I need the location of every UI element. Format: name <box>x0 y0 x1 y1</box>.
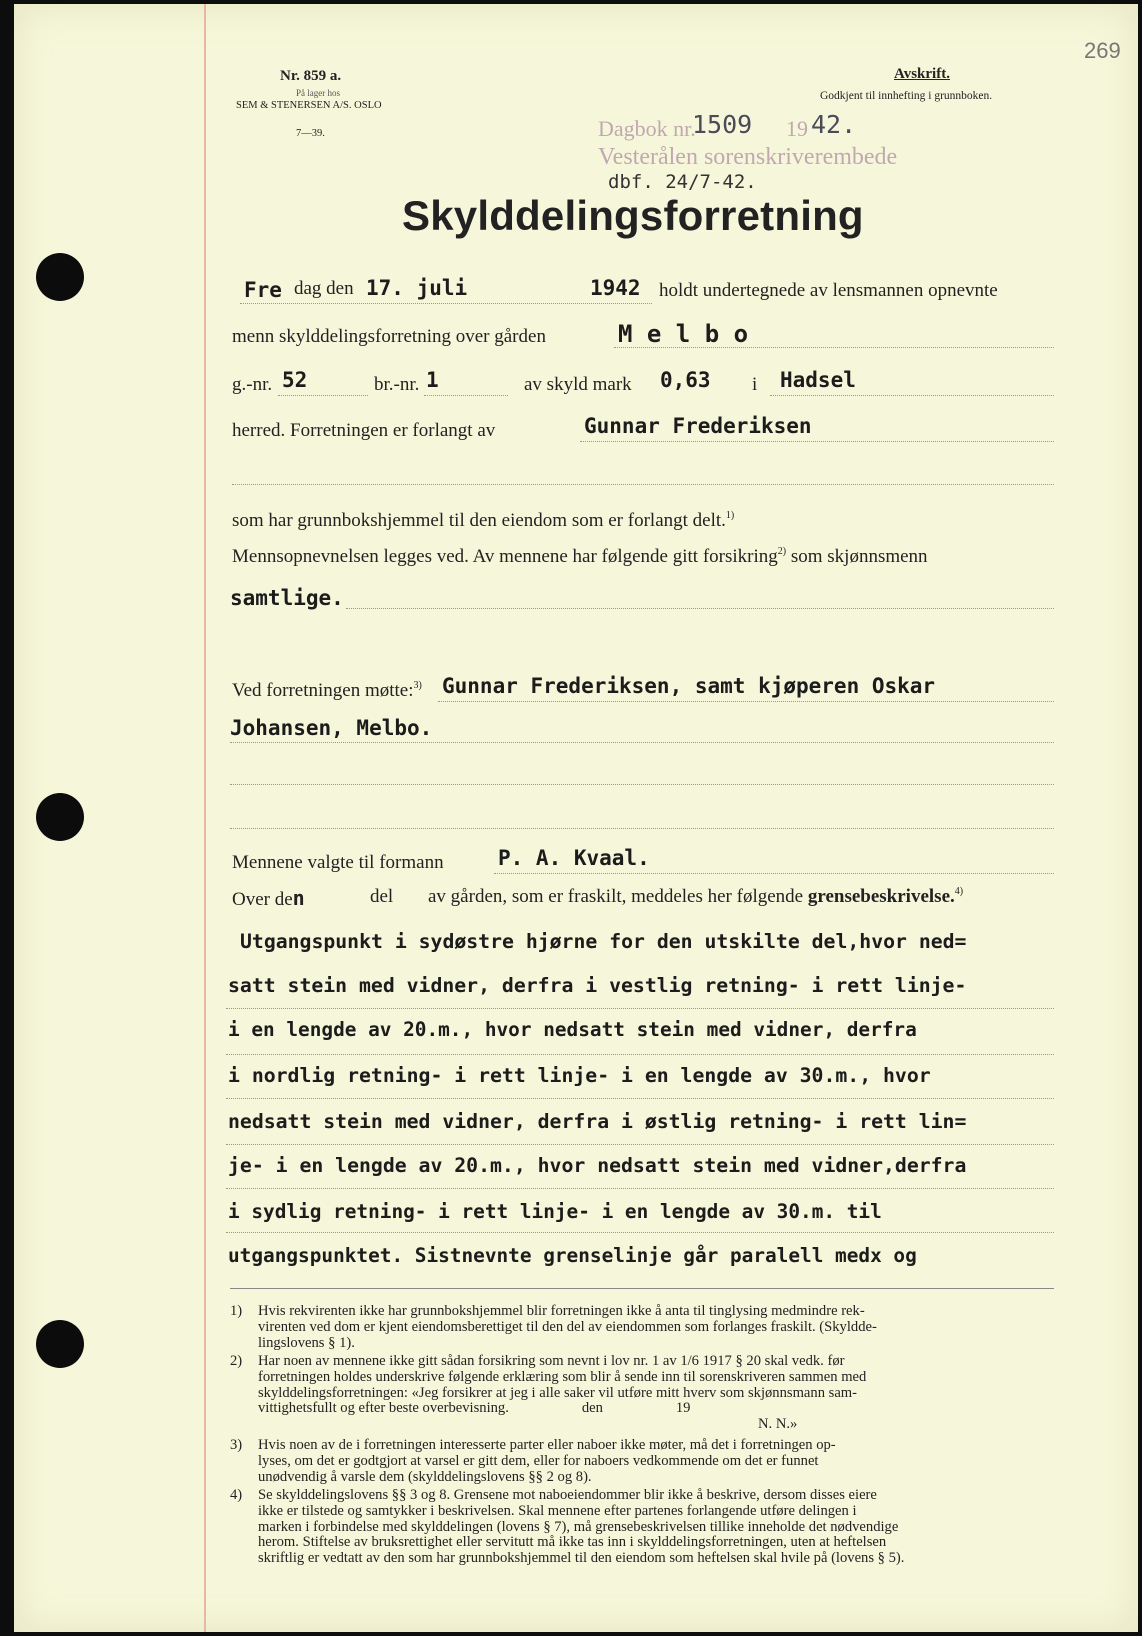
description-line: i en lengde av 20.m., hvor nedsatt stein med vidner, derfra <box>228 1018 917 1041</box>
chairman-label: Mennene valgte til formann <box>232 852 444 873</box>
document-page <box>14 4 1138 1632</box>
description-line: i sydlig retning- i rett linje- i en lengde av 30.m. til <box>228 1200 882 1223</box>
document-title: Skylddelingsforretning <box>402 192 864 239</box>
weekday-value: Fre <box>244 278 282 302</box>
fill-line <box>230 784 1054 785</box>
binder-hole <box>36 793 84 841</box>
farm-value: M e l b o <box>618 320 749 348</box>
gnr-value: 52 <box>282 368 308 392</box>
fill-line <box>226 1054 1054 1055</box>
requester-value: Gunnar Frederiksen <box>584 414 812 438</box>
stamp-office: Vesterålen sorenskriverembede <box>598 144 898 170</box>
binder-hole <box>36 1320 84 1368</box>
approved-text: Godkjent til innhefting i grunnboken. <box>820 90 993 102</box>
footnote-4: 4) Se skylddelingslovens §§ 3 og 8. Grensene mot naboeiendommer blir ikke å beskrive, dersom disses eiere ikke er tilstede og samtykker i beskrivelsen. Skal mennene efter partenes forlangende utføre delingen i marken i forbindelse med skylddelingen (lovens § 7), må grensebeskrivelsen tillike inneholde det nødvendige herom. Stiftelse av bruksrettighet eller servitutt må ikke tas inn i skylddelingsforretningen, uten at heftelsen skriftlig er vedtatt av den som har grunnbokshjemmel til den eiendom som heftelsen skal hvile på (lovens § 5). <box>230 1487 905 1567</box>
fill-line <box>346 608 1054 609</box>
fill-line <box>226 1098 1054 1099</box>
opnevnte-label: holdt undertegnede av lensmannen opnevnte <box>659 280 998 301</box>
description-line: utgangspunktet. Sistnevnte grenselinje går paralell medx og <box>228 1244 917 1267</box>
printer-line: 7—39. <box>296 128 325 139</box>
experts-value: samtlige. <box>230 586 344 610</box>
boundary-intro: Over den <box>232 886 305 910</box>
bnr-value: 1 <box>426 368 439 392</box>
stamp-year: 19 <box>786 116 808 141</box>
requester-label: herred. Forretningen er forlangt av <box>232 420 496 441</box>
description-line: nedsatt stein med vidner, derfra i østlig retning- i rett lin= <box>228 1110 967 1133</box>
skyld-value: 0,63 <box>660 368 711 392</box>
margin-rule <box>204 4 206 1632</box>
fill-line <box>240 303 652 304</box>
date-value: 17. juli <box>366 276 468 300</box>
handwritten-number: 1509 <box>692 110 753 139</box>
chairman-value: P. A. Kvaal. <box>498 846 650 870</box>
binder-hole <box>36 253 84 301</box>
handwritten-year: 42. <box>811 110 857 139</box>
del-label: del <box>370 886 394 907</box>
gnr-label: g.-nr. <box>232 374 273 395</box>
footnote-2: 2) Har noen av mennene ikke gitt sådan forsikring som nevnt i lov nr. 1 av 1/6 1917 § 20 skal vedk. før forretningen holdes underskrive følgende erklæring som blir å sende inn til sorenskriveren sammen med skylddelingsforretningen: «Jeg forsikrer at jeg i alle saker vil utføre mitt hverv som skjønnsmann sam- vittighetsfullt og efter beste overbevisning. den 19 N. N.» <box>230 1353 867 1433</box>
footnote-3: 3) Hvis noen av de i forretningen interesserte parter eller naboer ikke møter, må det i forretningen op- lyses, om det er godtgjort at varsel er gitt dem, eller for naboers vedkommende om det er funnet unødvendig å varsle dem (skylddelingslovens §§ 2 og 8). <box>230 1437 836 1485</box>
boundary-intro-cont: av gården, som er fraskilt, meddeles her følgende grensebeskrivelse.$^{4)}$ <box>428 886 964 907</box>
fill-line <box>226 1008 1054 1009</box>
fill-line <box>424 395 508 396</box>
description-line: i nordlig retning- i rett linje- i en lengde av 30.m., hvor <box>228 1064 931 1087</box>
attended-label: Ved forretningen møtte:$^{3)}$ <box>232 680 422 701</box>
attended-value-cont: Johansen, Melbo. <box>230 716 433 740</box>
fill-line <box>226 1144 1054 1145</box>
footnote-separator <box>230 1288 1054 1289</box>
date-label: dag den <box>294 278 354 299</box>
year-value: 1942 <box>590 276 641 300</box>
description-line: Utgangspunkt i sydøstre hjørne for den utskilte del,hvor ned= <box>240 930 967 953</box>
page-number: 269 <box>1084 38 1121 63</box>
printer-line: På lager hos <box>296 88 340 98</box>
fill-line <box>232 484 1054 485</box>
fill-line <box>494 873 1054 874</box>
herred-value: Hadsel <box>780 368 856 392</box>
fill-line <box>226 1188 1054 1189</box>
fill-line <box>614 347 1054 348</box>
i-label: i <box>752 374 758 395</box>
registered-date: dbf. 24/7-42. <box>608 171 757 193</box>
attended-value: Gunnar Frederiksen, samt kjøperen Oskar <box>442 674 936 698</box>
fill-line <box>278 395 368 396</box>
description-line: satt stein med vidner, derfra i vestlig retning- i rett linje- <box>228 974 967 997</box>
printer-line: SEM & STENERSEN A/S. OSLO <box>236 100 382 111</box>
skyld-label: av skyld mark <box>524 374 632 395</box>
footnote-1: 1) Hvis rekvirenten ikke har grunnbokshjemmel blir forretningen ikke å anta til tinglysing medmindre rek- virenten ved dom er kjent eiendomsberettiget til den del av eiendommen som forlanges fraskilt. (Skyldde- lingslovens § 1). <box>230 1303 877 1351</box>
fill-line <box>438 701 1054 702</box>
farm-label: menn skylddelingsforretning over gården <box>232 326 546 347</box>
copy-label: Avskrift. <box>894 66 950 82</box>
fill-line <box>580 441 1054 442</box>
fill-line <box>230 828 1054 829</box>
form-number: Nr. 859 a. <box>280 68 342 84</box>
bnr-label: br.-nr. <box>374 374 420 395</box>
grunnbok-text: som har grunnbokshjemmel til den eiendom som er forlangt delt.$^{1)}$ <box>232 510 735 531</box>
fill-line <box>230 742 1054 743</box>
fill-line <box>226 1232 1054 1233</box>
stamp-dagbok: Dagbok nr. <box>598 116 696 141</box>
forsikring-text: Mennsopnevnelsen legges ved. Av mennene har følgende gitt forsikring$^{2)}$ som skjønnsmenn <box>232 546 928 567</box>
fill-line <box>770 395 1054 396</box>
description-line: je- i en lengde av 20.m., hvor nedsatt stein med vidner,derfra <box>228 1154 967 1177</box>
